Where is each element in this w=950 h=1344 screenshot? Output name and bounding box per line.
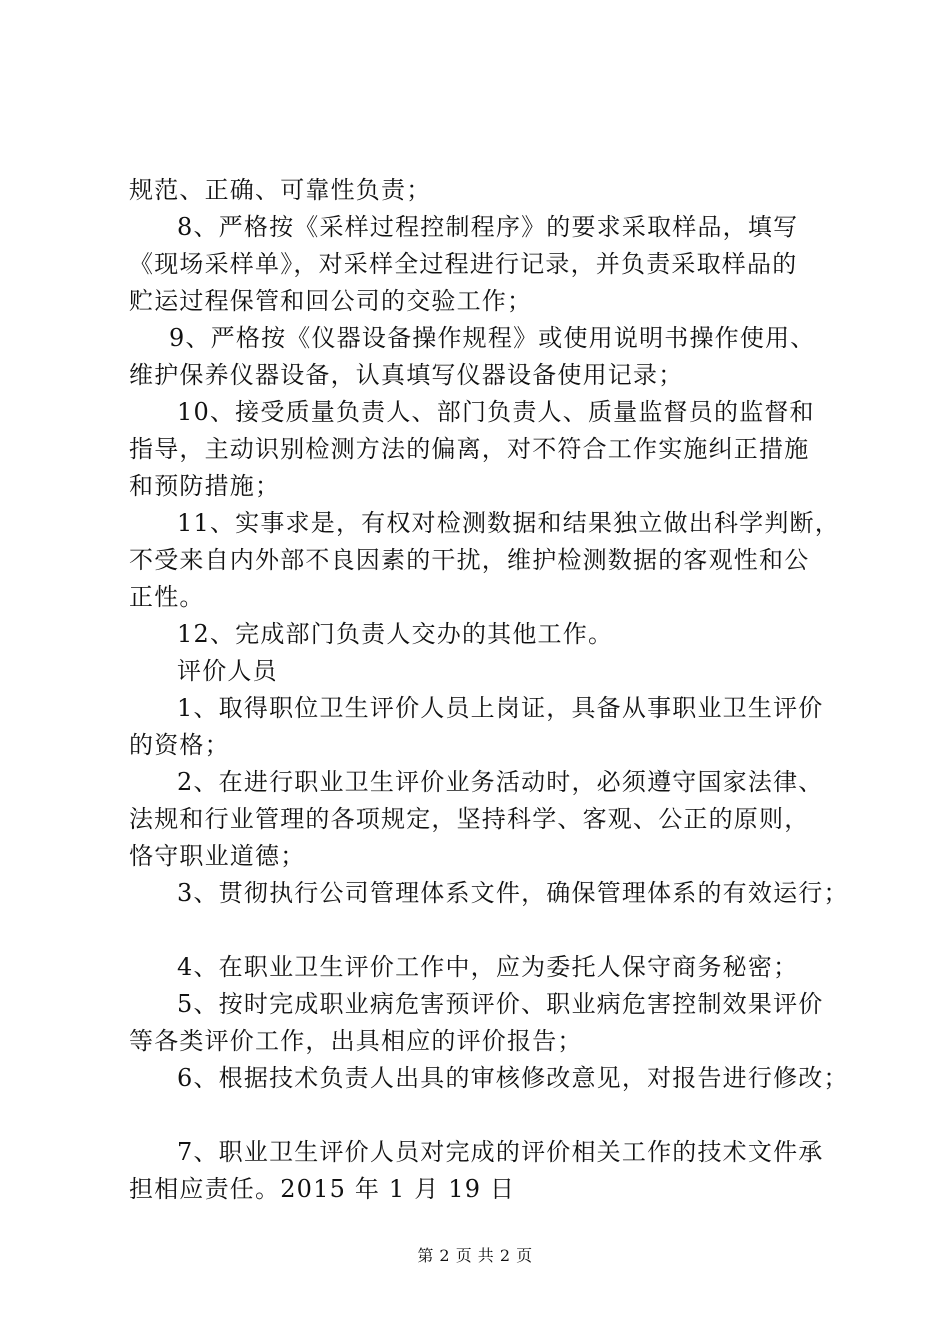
eval-item-2-line-1: 2、在进行职业卫生评价业务活动时，必须遵守国家法律、 <box>177 768 824 796</box>
item-8-line-2: 《现场采样单》，对采样全过程进行记录，并负责采取样品的 <box>129 250 798 278</box>
eval-item-1-line-1: 1、取得职位卫生评价人员上岗证，具备从事职业卫生评价 <box>177 694 824 722</box>
spacer <box>129 912 844 949</box>
item-11-line-2: 不受来自内外部不良因素的干扰，维护检测数据的客观性和公 <box>129 546 810 574</box>
eval-item-3-line: 3、贯彻执行公司管理体系文件，确保管理体系的有效运行； <box>177 879 849 907</box>
eval-item-5-line-1: 5、按时完成职业病危害预评价、职业病危害控制效果评价 <box>177 990 824 1018</box>
eval-item-2-line-3: 恪守职业道德； <box>129 842 306 870</box>
eval-item-7-line-1: 7、职业卫生评价人员对完成的评价相关工作的技术文件承 <box>177 1138 824 1166</box>
item-9-line-1: 9、严格按《仪器设备操作规程》或使用说明书操作使用、 <box>169 324 816 352</box>
item-10-line-3: 和预防措施； <box>129 472 281 500</box>
eval-item-1-line-2: 的资格； <box>129 731 230 759</box>
item-11-line-1: 11、实事求是，有权对检测数据和结果独立做出科学判断， <box>177 509 840 537</box>
item-10-line-2: 指导，主动识别检测方法的偏离，对不符合工作实施纠正措施 <box>129 435 810 463</box>
section-heading: 评价人员 <box>177 657 278 685</box>
item-11-line-3: 正性。 <box>129 583 205 611</box>
item-10-line-1: 10、接受质量负责人、部门负责人、质量监督员的监督和 <box>177 398 815 426</box>
eval-item-6-line: 6、根据技术负责人出具的审核修改意见，对报告进行修改； <box>177 1064 849 1092</box>
item-8-line-1: 8、严格按《采样过程控制程序》的要求采取样品，填写 <box>177 213 799 241</box>
eval-item-4-line: 4、在职业卫生评价工作中，应为委托人保守商务秘密； <box>177 953 799 981</box>
eval-item-7-line-2: 担相应责任。2015 年 1 月 19 日 <box>129 1175 516 1203</box>
page-footer: 第 2 页 共 2 页 <box>417 1246 533 1265</box>
text-line: 规范、正确、可靠性负责； <box>129 176 432 204</box>
spacer <box>129 1097 844 1134</box>
eval-item-5-line-2: 等各类评价工作，出具相应的评价报告； <box>129 1027 583 1055</box>
item-9-line-2: 维护保养仪器设备，认真填写仪器设备使用记录； <box>129 361 684 389</box>
eval-item-2-line-2: 法规和行业管理的各项规定，坚持科学、客观、公正的原则， <box>129 805 810 833</box>
document-body <box>129 172 849 1208</box>
item-12-line: 12、完成部门负责人交办的其他工作。 <box>177 620 614 648</box>
item-8-line-3: 贮运过程保管和回公司的交验工作； <box>129 287 533 315</box>
